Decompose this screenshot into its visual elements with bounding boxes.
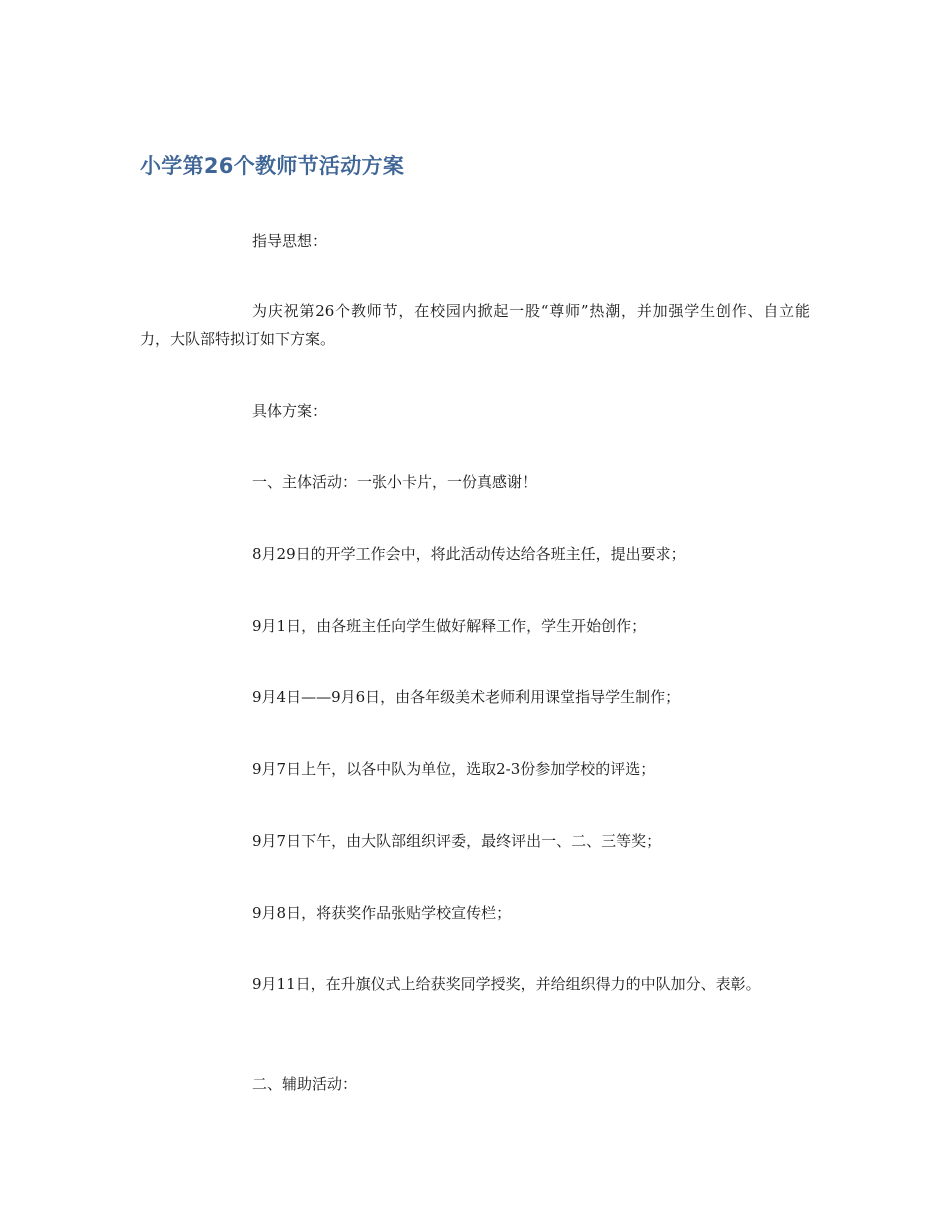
paragraph-step-sep-11: 9月11日，在升旗仪式上给获奖同学授奖，并给组织得力的中队加分、表彰。: [252, 975, 761, 993]
paragraph-step-sep-4-6: 9月4日——9月6日，由各年级美术老师利用课堂指导学生制作；: [252, 688, 681, 706]
paragraph-main-activity: 一、主体活动：一张小卡片，一份真感谢！: [252, 473, 538, 491]
paragraph-step-sep-8: 9月8日，将获奖作品张贴学校宣传栏；: [252, 904, 512, 922]
document-title: 小学第26个教师节活动方案: [140, 154, 405, 178]
paragraph-step-sep-7-pm: 9月7日下午，由大队部组织评委，最终评出一、二、三等奖；: [252, 832, 662, 850]
paragraph-step-sep-1: 9月1日，由各班主任向学生做好解释工作，学生开始创作；: [252, 617, 647, 635]
paragraph-plan-heading: 具体方案：: [252, 402, 328, 420]
paragraph-purpose: 为庆祝第26个教师节，在校园内掀起一股“尊师”热潮，并加强学生创作、自立能力，大队部特拟订如下方案。: [140, 302, 810, 348]
paragraph-step-sep-7-am: 9月7日上午，以各中队为单位，选取2-3份参加学校的评选；: [252, 760, 656, 778]
paragraph-auxiliary-activity: 二、辅助活动：: [252, 1075, 358, 1093]
paragraph-step-aug-29: 8月29日的开学工作会中，将此活动传达给各班主任，提出要求；: [252, 545, 686, 563]
paragraph-guiding-idea-heading: 指导思想：: [252, 232, 328, 250]
